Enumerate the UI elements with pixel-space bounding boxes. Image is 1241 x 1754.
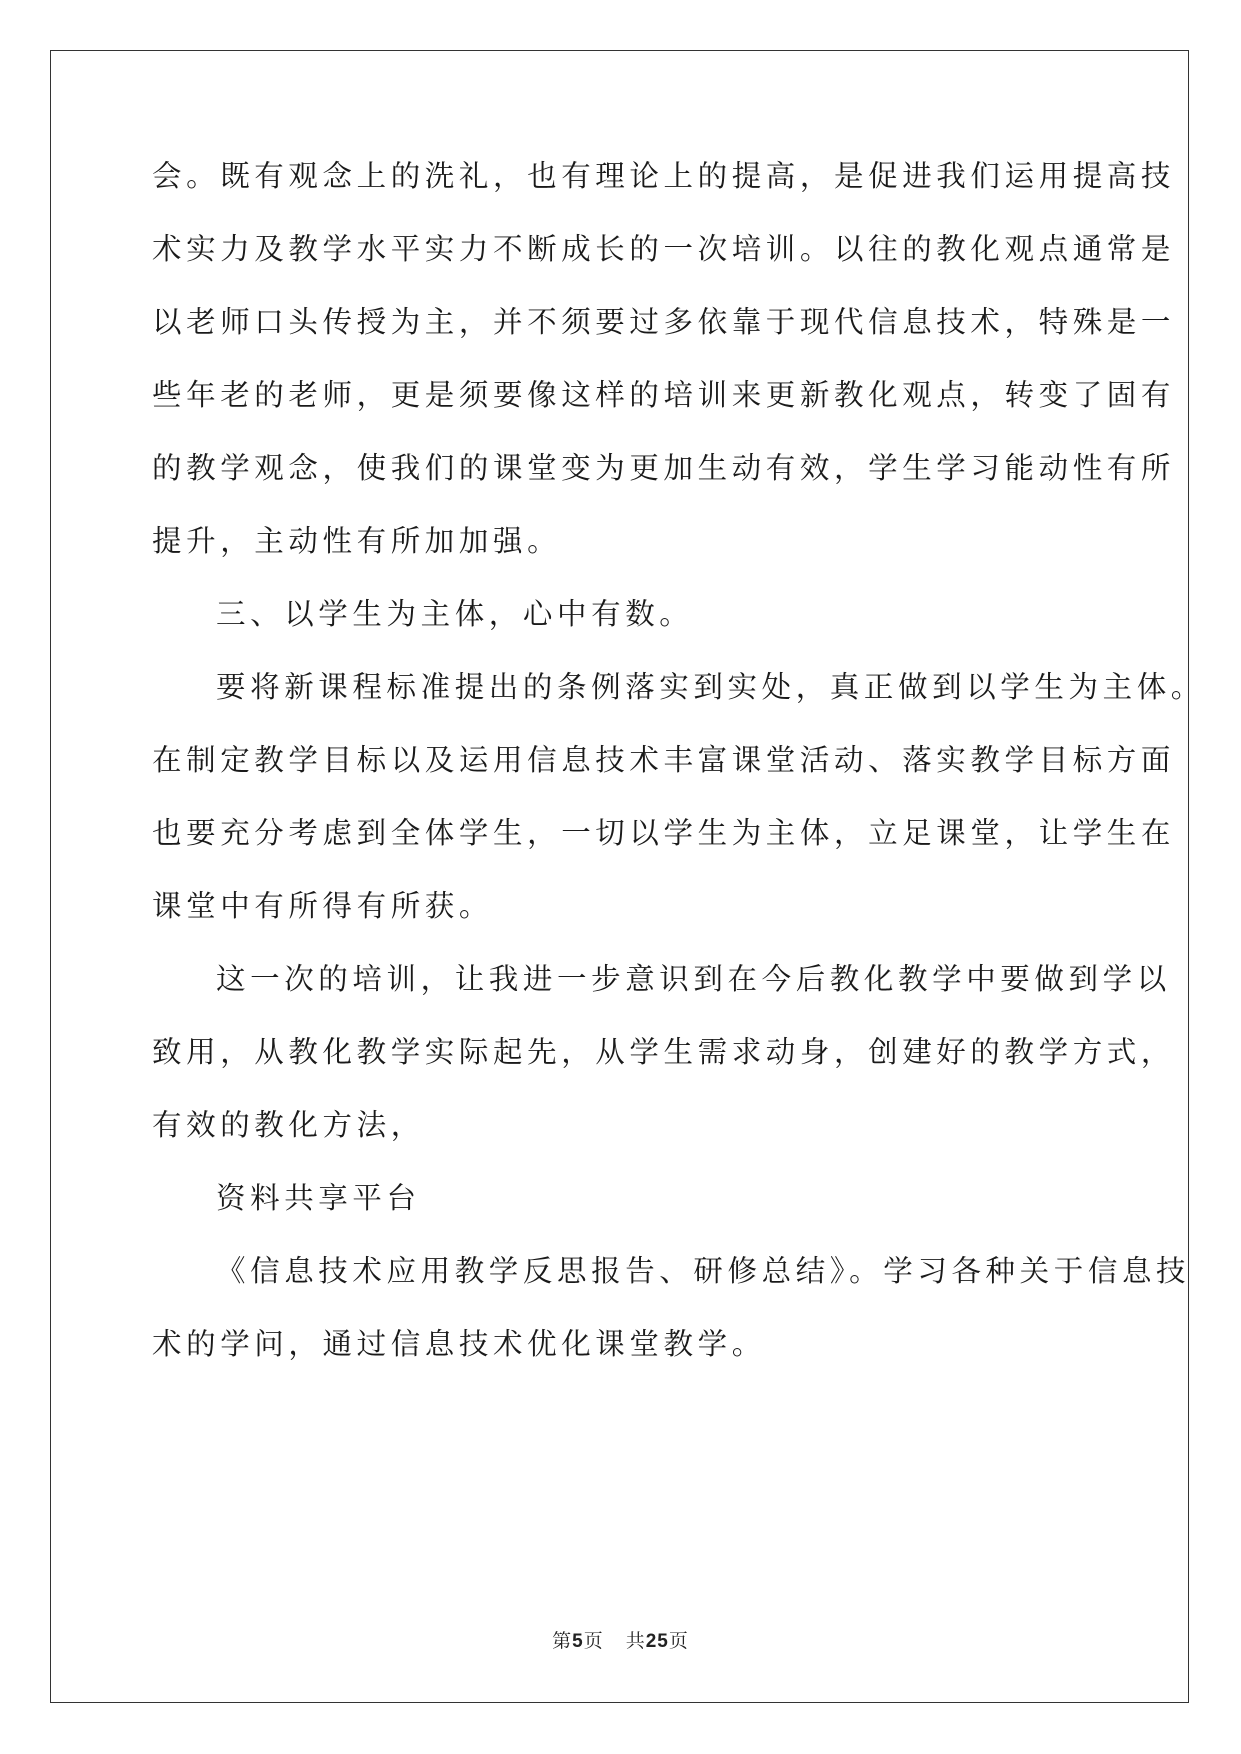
text-line-6: 提升，主动性有所加加强。 — [152, 524, 562, 558]
text-line-12: 这一次的培训，让我进一步意识到在今后教化教学中要做到学以 — [216, 962, 1171, 996]
page-number: 5 — [572, 1631, 584, 1652]
text-line-16: 《信息技术应用教学反思报告、研修总结》。学习各种关于信息技 — [216, 1254, 1191, 1288]
text-line-1: 会。既有观念上的洗礼，也有理论上的提高，是促进我们运用提高技 — [152, 159, 1176, 193]
text-line-2: 术实力及教学水平实力不断成长的一次培训。以往的教化观点通常是 — [152, 232, 1176, 266]
page-prefix: 第 — [552, 1630, 573, 1652]
text-line-14: 有效的教化方法， — [152, 1108, 425, 1142]
total-pages: 25 — [645, 1631, 669, 1652]
text-line-11: 课堂中有所得有所获。 — [152, 889, 494, 923]
text-line-3: 以老师口头传授为主，并不须要过多依靠于现代信息技术，特殊是一 — [152, 305, 1176, 339]
total-suffix: 页 — [668, 1630, 689, 1652]
text-line-17: 术的学问，通过信息技术优化课堂教学。 — [152, 1327, 766, 1361]
text-line-9: 在制定教学目标以及运用信息技术丰富课堂活动、落实教学目标方面 — [152, 743, 1176, 777]
page-footer — [0, 1626, 1241, 1653]
page-suffix: 页 — [583, 1630, 604, 1652]
text-line-13: 致用，从教化教学实际起先，从学生需求动身，创建好的教学方式， — [152, 1035, 1176, 1069]
text-line-10: 也要充分考虑到全体学生，一切以学生为主体，立足课堂，让学生在 — [152, 816, 1176, 850]
total-prefix: 共 — [625, 1630, 646, 1652]
text-line-15: 资料共享平台 — [216, 1181, 421, 1215]
text-line-8: 要将新课程标准提出的条例落实到实处，真正做到以学生为主体。 — [216, 670, 1205, 704]
text-line-4: 些年老的老师，更是须要像这样的培训来更新教化观点，转变了固有 — [152, 378, 1176, 412]
section-heading: 三、以学生为主体，心中有数。 — [216, 597, 694, 631]
text-line-5: 的教学观念，使我们的课堂变为更加生动有效，学生学习能动性有所 — [152, 451, 1176, 485]
